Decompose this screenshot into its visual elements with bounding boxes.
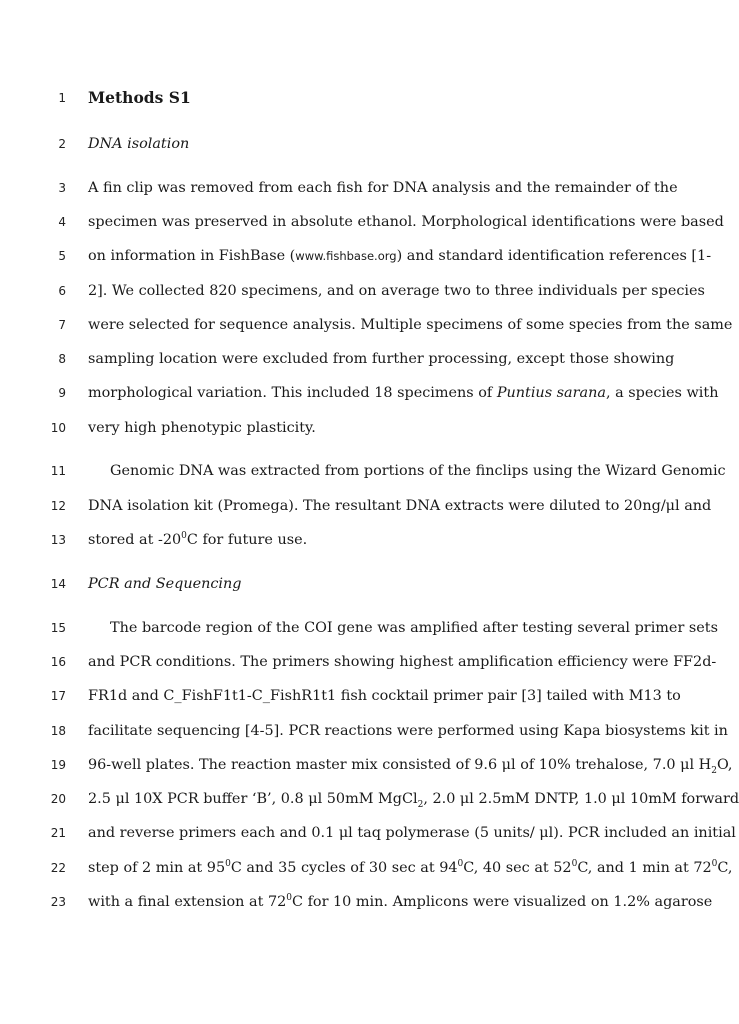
paragraph-text: and reverse primers each and 0.1 μl taq polymerase (5 units/ μl). PCR included an initial	[88, 825, 736, 841]
line-number: 13	[50, 533, 66, 547]
superscript: 0	[711, 859, 718, 870]
line-number: 5	[58, 249, 66, 263]
text-run: C,	[717, 860, 733, 876]
subscript: 2	[711, 765, 717, 776]
text-line	[0, 461, 725, 481]
text-run: C for future use.	[186, 532, 308, 548]
text-run: morphological variation. This included 18 specimens of	[88, 385, 497, 401]
superscript: 0	[571, 859, 578, 870]
line-number: 4	[58, 215, 66, 229]
line-number: 6	[58, 284, 66, 298]
paragraph-text	[88, 383, 719, 403]
paragraph-text: very high phenotypic plasticity.	[88, 420, 316, 436]
line-number: 15	[50, 621, 66, 635]
text-run: , a species with	[605, 385, 719, 401]
paragraph-text: The barcode region of the COI gene was amplified after testing several primer sets	[110, 620, 718, 636]
paragraph-text	[88, 789, 739, 810]
text-line	[0, 246, 725, 266]
paragraph-text: specimen was preserved in absolute ethanol. Morphological identifications were based	[88, 214, 724, 230]
line-number: 23	[50, 895, 66, 909]
paragraph-text: DNA isolation kit (Promega). The resultant DNA extracts were diluted to 20ng/μl and	[88, 498, 712, 514]
section-title: Methods S1	[88, 88, 191, 107]
text-line	[0, 530, 725, 550]
text-run: on information in FishBase (	[88, 248, 296, 264]
line-number: 14	[50, 577, 66, 591]
subsection-heading: DNA isolation	[88, 136, 190, 152]
text-line	[0, 212, 725, 232]
text-run: O,	[716, 757, 733, 773]
paragraph-text	[88, 246, 712, 266]
text-run: with a final extension at 72	[88, 894, 287, 910]
text-line	[0, 652, 725, 672]
line-number: 16	[50, 655, 66, 669]
paragraph-text: were selected for sequence analysis. Multiple specimens of some species from the same	[88, 317, 733, 333]
text-line	[0, 418, 725, 438]
line-number: 3	[58, 181, 66, 195]
paragraph-text: sampling location were excluded from further processing, except those showing	[88, 351, 675, 367]
text-run: C for 10 min. Amplicons were visualized on 1.2% agarose	[292, 894, 713, 910]
line-number: 7	[58, 318, 66, 332]
text-line	[0, 789, 739, 810]
line-number: 8	[58, 352, 66, 366]
text-run: 96-well plates. The reaction master mix consisted of 9.6 μl of 10% trehalose, 7.0 μl H	[88, 757, 712, 773]
text-line	[0, 349, 725, 369]
line-number: 19	[50, 758, 66, 772]
fishbase-link[interactable]: www.fishbase.org	[295, 249, 397, 263]
superscript: 0	[181, 531, 187, 542]
paragraph-text	[88, 530, 637, 550]
text-line	[0, 134, 725, 154]
text-run: C and 35 cycles of 30 sec at 94	[230, 860, 458, 876]
text-line	[0, 858, 733, 878]
text-line	[0, 686, 725, 706]
text-run: ) and standard identification references [1-	[396, 248, 712, 264]
text-line	[0, 315, 733, 335]
line-number: 10	[50, 421, 66, 435]
text-line	[0, 574, 725, 594]
text-line	[0, 383, 725, 403]
text-run: C, 40 sec at 52	[463, 860, 572, 876]
text-line	[0, 755, 733, 776]
paragraph-text: FR1d and C_FishF1t1-C_FishR1t1 fish cocktail primer pair [3] tailed with M13 to	[88, 688, 681, 704]
text-run: 2.5 μl 10X PCR buffer ‘B’, 0.8 μl 50mM MgCl	[88, 791, 418, 807]
superscript: 0	[286, 893, 292, 904]
line-number: 2	[58, 137, 66, 151]
superscript: 0	[225, 859, 231, 870]
text-run: C, and 1 min at 72	[577, 860, 712, 876]
text-line	[0, 721, 728, 741]
line-number: 11	[50, 464, 66, 478]
paragraph-text: facilitate sequencing [4-5]. PCR reactions were performed using Kapa biosystems kit in	[88, 723, 728, 739]
text-line	[0, 823, 736, 843]
line-number: 1	[58, 91, 66, 105]
paragraph-text: and PCR conditions. The primers showing highest amplification efficiency were FF2d-	[88, 654, 717, 670]
text-line	[0, 281, 725, 301]
line-number: 17	[50, 689, 66, 703]
text-line	[0, 88, 725, 108]
line-number: 18	[50, 724, 66, 738]
text-run: stored at -20	[88, 532, 182, 548]
text-line	[0, 892, 725, 912]
line-number: 20	[50, 792, 66, 806]
paragraph-text: Genomic DNA was extracted from portions of the finclips using the Wizard Genomic	[110, 463, 726, 479]
paragraph-text	[88, 892, 713, 912]
species-name: Puntius sarana	[496, 385, 606, 401]
text-line	[0, 496, 725, 516]
text-run: , 2.0 μl 2.5mM DNTP, 1.0 μl 10mM forward	[423, 791, 739, 807]
line-number: 12	[50, 499, 66, 513]
subscript: 2	[417, 799, 424, 810]
text-run: step of 2 min at 95	[88, 860, 226, 876]
line-number: 22	[50, 861, 66, 875]
text-line	[0, 178, 725, 198]
paragraph-text: A fin clip was removed from each fish for DNA analysis and the remainder of the	[88, 180, 678, 196]
superscript: 0	[457, 859, 464, 870]
paragraph-text	[88, 858, 733, 878]
subsection-heading: PCR and Sequencing	[88, 576, 242, 592]
line-number: 21	[50, 826, 66, 840]
line-number: 9	[58, 386, 66, 400]
paragraph-text	[88, 755, 733, 776]
paragraph-text: 2]. We collected 820 specimens, and on average two to three individuals per species	[88, 283, 705, 299]
text-line	[0, 618, 725, 638]
